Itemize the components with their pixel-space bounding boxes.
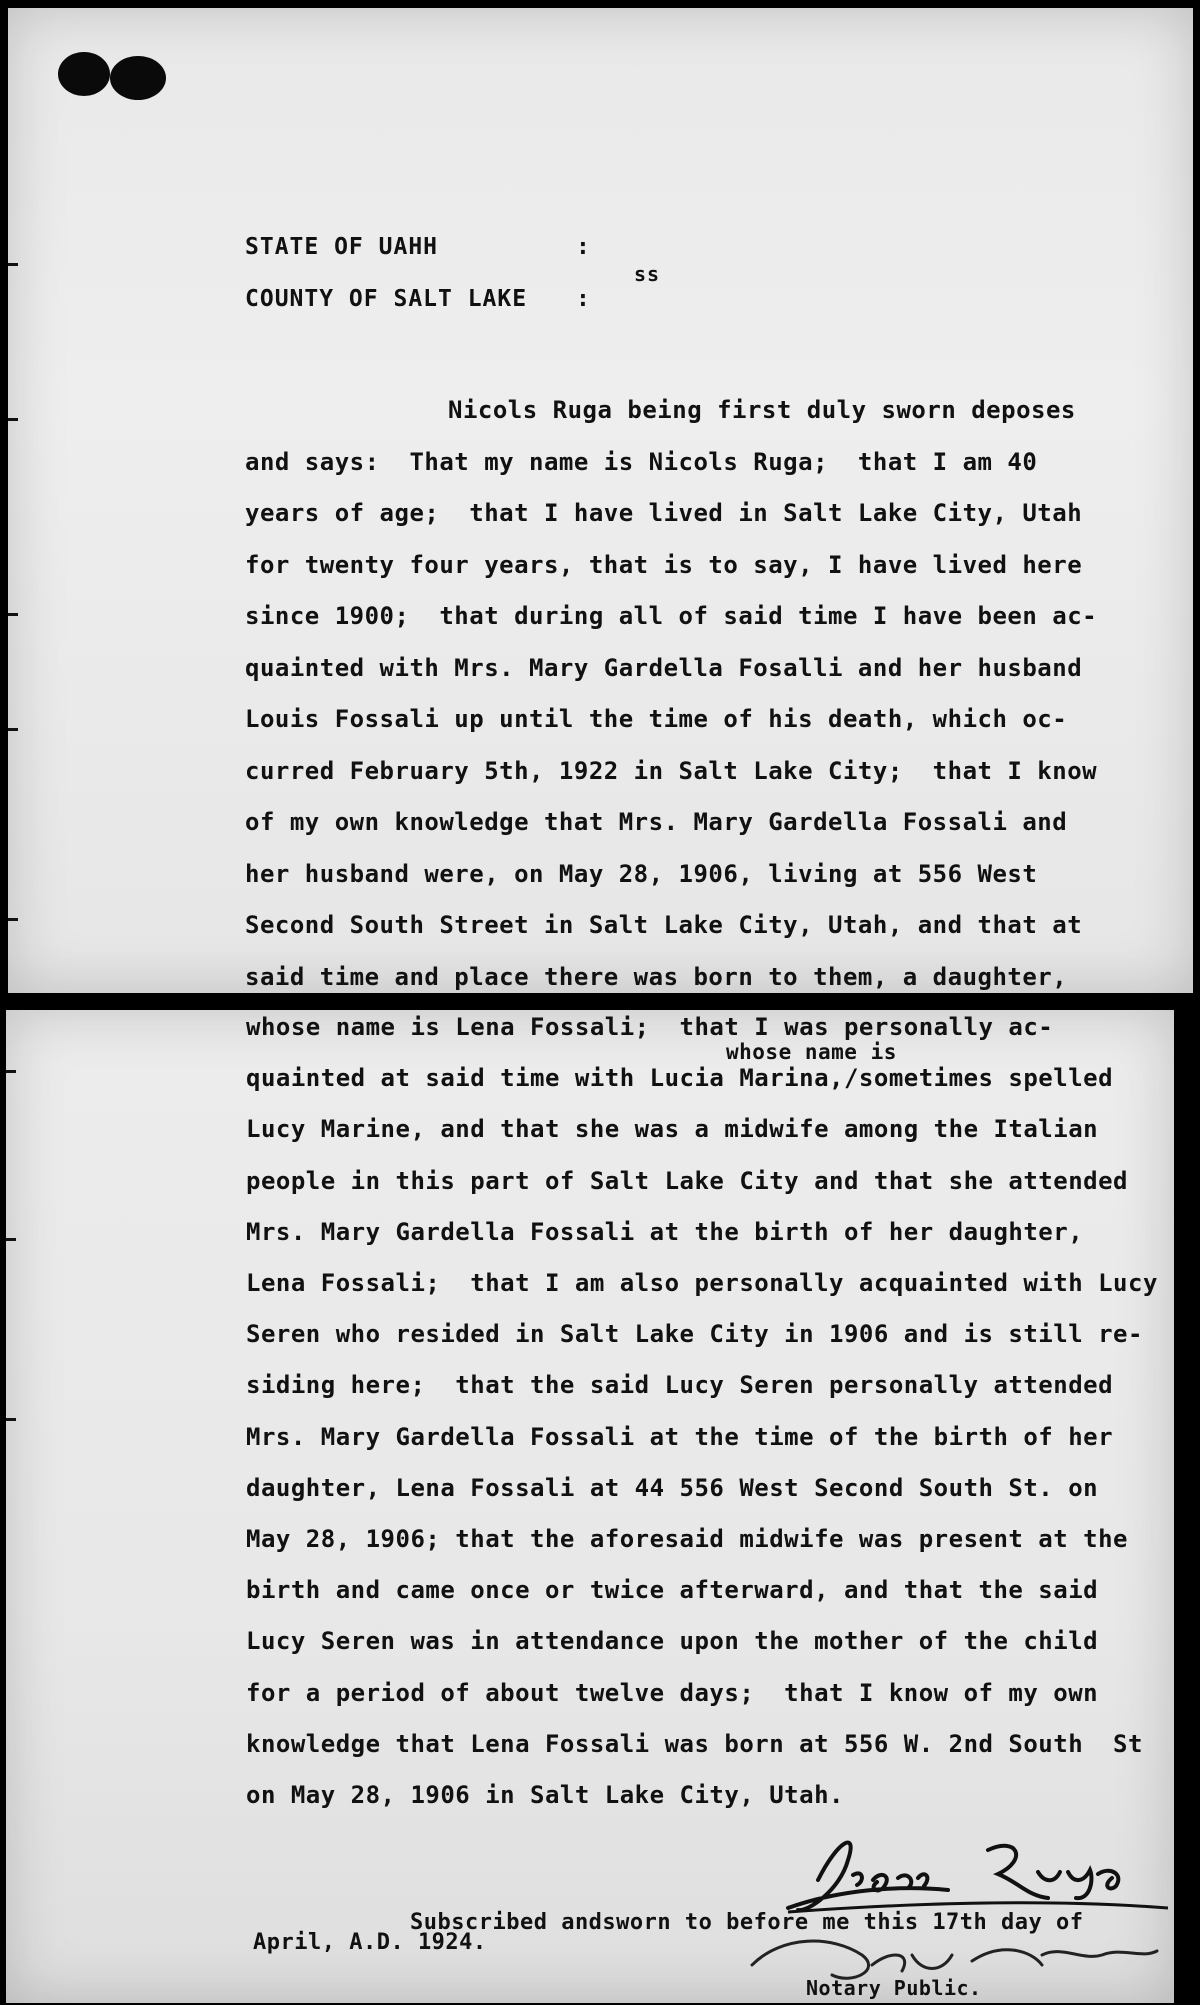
body-line: Seren who resided in Salt Lake City in 1906 and is still re- xyxy=(246,1320,1143,1349)
venue-colon: : xyxy=(576,286,591,312)
body-line: daughter, Lena Fossali at 44 556 West Second South St. on xyxy=(246,1473,1099,1502)
edge-mark xyxy=(6,1238,16,1241)
body-line: Nicols Ruga being first duly sworn deposes xyxy=(448,396,1076,424)
edge-mark xyxy=(6,1070,16,1073)
jurat-line-1: Subscribed andsworn to before me this 17th day of xyxy=(410,1910,1084,1935)
body-line: Second South Street in Salt Lake City, Utah, and that at xyxy=(245,911,1083,939)
body-line: whose name is Lena Fossali; that I was personally ac- xyxy=(246,1013,1054,1041)
venue-ss: ss xyxy=(634,262,661,286)
body-line: her husband were, on May 28, 1906, living at 556 West xyxy=(245,859,1038,888)
body-line: on May 28, 1906 in Salt Lake City, Utah. xyxy=(246,1781,844,1809)
edge-mark xyxy=(8,918,18,921)
body-line: Mrs. Mary Gardella Fossali at the time of the birth of her xyxy=(246,1422,1114,1451)
body-line: Lucy Marine, and that she was a midwife among the Italian xyxy=(246,1115,1099,1144)
body-line: Louis Fossali up until the time of his death, which oc- xyxy=(245,705,1068,733)
edge-mark xyxy=(8,263,18,266)
body-line: years of age; that I have lived in Salt Lake City, Utah xyxy=(245,499,1083,527)
edge-mark xyxy=(8,728,18,731)
body-line: people in this part of Salt Lake City and that she attended xyxy=(246,1166,1129,1195)
edge-mark xyxy=(8,418,18,421)
body-line: quainted at said time with Lucia Marina,/sometimes spelled xyxy=(246,1064,1114,1093)
affidavit-page-2 xyxy=(6,1010,1174,2003)
body-line: for a period of about twelve days; that I know of my own xyxy=(246,1678,1099,1707)
venue-county: COUNTY OF SALT LAKE xyxy=(245,286,528,312)
body-line: siding here; that the said Lucy Seren personally attended xyxy=(246,1371,1114,1400)
venue-state: STATE OF UAHH xyxy=(245,234,439,260)
body-line: Mrs. Mary Gardella Fossali at the birth of her daughter, xyxy=(246,1217,1084,1246)
jurat-line-2: April, A.D. 1924. xyxy=(253,1930,487,1955)
punch-hole-left xyxy=(58,52,110,96)
body-line: Lucy Seren was in attendance upon the mother of the child xyxy=(246,1627,1099,1656)
interlineation-text: whose name is xyxy=(726,1040,897,1064)
body-line: said time and place there was born to them, a daughter, xyxy=(245,962,1068,991)
body-line: of my own knowledge that Mrs. Mary Gardella Fossali and xyxy=(245,808,1068,836)
body-line: and says: That my name is Nicols Ruga; that I am 40 xyxy=(245,447,1038,476)
venue-colon: : xyxy=(576,234,591,260)
punch-hole-right xyxy=(110,56,166,100)
body-line: birth and came once or twice afterward, and that the said xyxy=(246,1576,1099,1605)
edge-mark xyxy=(6,1418,16,1421)
body-line: for twenty four years, that is to say, I have lived here xyxy=(245,550,1083,579)
edge-mark xyxy=(8,613,18,616)
body-line: quainted with Mrs. Mary Gardella Fosalli and her husband xyxy=(245,653,1083,682)
body-line: knowledge that Lena Fossali was born at 556 W. 2nd South St xyxy=(246,1729,1143,1758)
notary-public-label: Notary Public. xyxy=(806,1976,982,2000)
body-line: Lena Fossali; that I am also personally acquainted with Lucy xyxy=(246,1269,1158,1297)
body-line: May 28, 1906; that the aforesaid midwife was present at the xyxy=(246,1525,1129,1553)
body-line: since 1900; that during all of said time I have been ac- xyxy=(245,602,1098,630)
body-line: curred February 5th, 1922 in Salt Lake City; that I know xyxy=(245,756,1098,785)
affidavit-page-1 xyxy=(8,8,1193,993)
